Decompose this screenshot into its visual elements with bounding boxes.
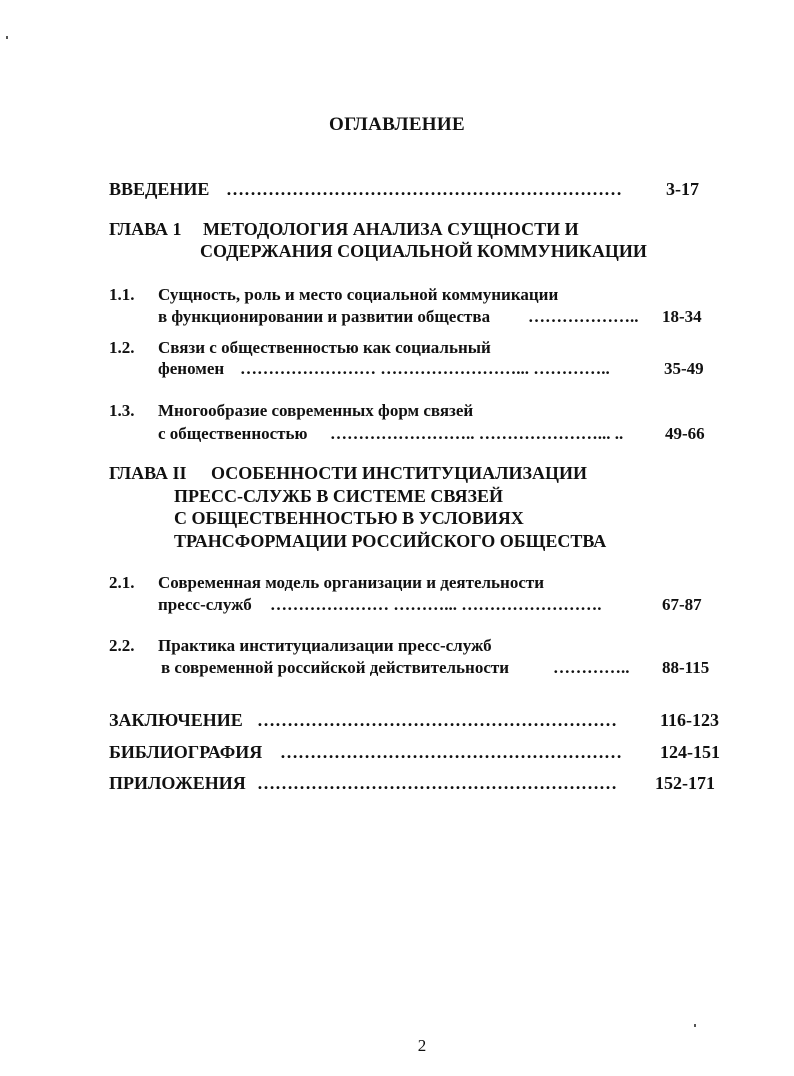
toc-intro-label: ВВЕДЕНИЕ: [109, 179, 210, 199]
section-pages: 35-49: [664, 359, 704, 378]
chapter1-title-line2: СОДЕРЖАНИЯ СОЦИАЛЬНОЙ КОММУНИКАЦИИ: [200, 241, 647, 261]
toc-intro-pages: 3-17: [666, 179, 699, 199]
section-number: 2.1.: [109, 573, 135, 592]
toc-bibliography-leader: …………………………………………………: [280, 742, 622, 762]
section-number: 2.2.: [109, 636, 135, 655]
section-title-line2: в современной российской действительности: [161, 658, 510, 677]
section-title-line1: Связи с общественностью как социальный: [158, 338, 491, 357]
section-number: 1.1.: [109, 285, 135, 304]
chapter2-title-line3: С ОБЩЕСТВЕННОСТЬЮ В УСЛОВИЯХ: [174, 508, 524, 528]
section-leader: ………………… ………... …………………….: [270, 595, 602, 614]
section-title-line1: Многообразие современных форм связей: [158, 401, 474, 420]
section-title-line1: Практика институциализации пресс-служб: [158, 636, 492, 655]
section-pages: 88-115: [662, 658, 710, 677]
toc-conclusion-leader: ……………………………………………………: [257, 710, 617, 730]
section-title-line2: в функционировании и развитии общества: [158, 307, 491, 326]
chapter1-prefix: ГЛАВА 1: [109, 219, 182, 239]
scan-speck: [694, 1024, 696, 1027]
toc-conclusion-pages: 116-123: [660, 710, 720, 730]
toc-title: ОГЛАВЛЕНИЕ: [329, 114, 465, 135]
section-title-line2: феномен: [158, 359, 225, 378]
toc-bibliography-label: БИБЛИОГРАФИЯ: [109, 742, 263, 762]
toc-intro-leader: …………………………………………………………: [226, 179, 622, 199]
scan-speck: [6, 36, 8, 39]
section-number: 1.3.: [109, 401, 135, 420]
section-leader: …………………….. …………………... ..: [330, 424, 624, 443]
section-title-line2: с общественностью: [158, 424, 308, 443]
section-leader: ………………..: [528, 307, 639, 326]
section-pages: 67-87: [662, 595, 702, 614]
toc-appendices-label: ПРИЛОЖЕНИЯ: [109, 773, 246, 793]
section-number: 1.2.: [109, 338, 135, 357]
chapter2-title-line4: ТРАНСФОРМАЦИИ РОССИЙСКОГО ОБЩЕСТВА: [174, 531, 607, 551]
chapter2-prefix: ГЛАВА II: [109, 463, 187, 483]
section-leader: …………………… ……………………... …………..: [240, 359, 610, 378]
chapter2-title-line1: ОСОБЕННОСТИ ИНСТИТУЦИАЛИЗАЦИИ: [211, 463, 587, 483]
section-leader: …………..: [553, 658, 630, 677]
section-pages: 49-66: [665, 424, 705, 443]
toc-appendices-pages: 152-171: [655, 773, 715, 793]
section-title-line2: пресс-служб: [158, 595, 252, 614]
toc-appendices-leader: ……………………………………………………: [257, 773, 617, 793]
section-title-line1: Сущность, роль и место социальной коммуникации: [158, 285, 559, 304]
section-pages: 18-34: [662, 307, 702, 326]
toc-conclusion-label: ЗАКЛЮЧЕНИЕ: [109, 710, 243, 730]
section-title-line1: Современная модель организации и деятельности: [158, 573, 545, 592]
chapter2-title-line2: ПРЕСС-СЛУЖБ В СИСТЕМЕ СВЯЗЕЙ: [174, 486, 503, 506]
toc-bibliography-pages: 124-151: [660, 742, 720, 762]
page-number: 2: [417, 1036, 427, 1055]
chapter1-title-line1: МЕТОДОЛОГИЯ АНАЛИЗА СУЩНОСТИ И: [203, 219, 579, 239]
